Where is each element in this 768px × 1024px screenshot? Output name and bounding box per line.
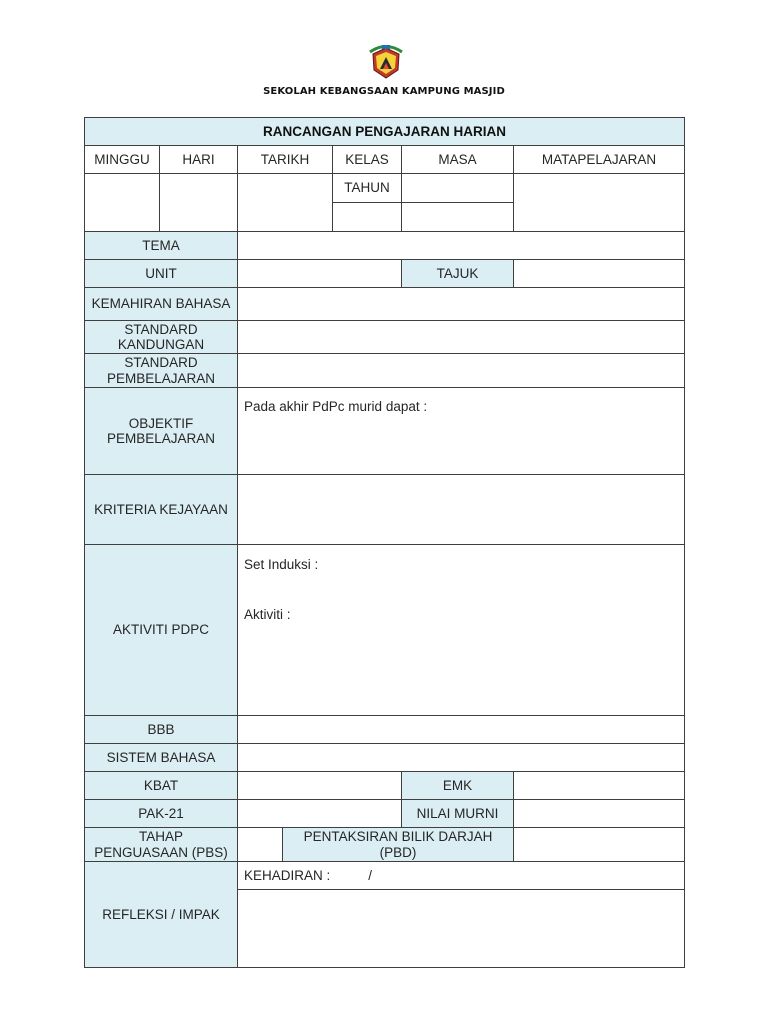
- emk-field[interactable]: [513, 771, 685, 800]
- col-kelas: KELAS: [332, 145, 402, 174]
- standard-pembelajaran-field[interactable]: [237, 353, 685, 388]
- minggu-field[interactable]: [84, 173, 160, 232]
- standard-pembelajaran-label: STANDARD PEMBELAJARAN: [84, 353, 238, 388]
- pbd-line1: PENTAKSIRAN BILIK DARJAH: [303, 829, 493, 844]
- kelas-field[interactable]: [332, 202, 402, 232]
- bbb-field[interactable]: [237, 715, 685, 744]
- pbd-line2: (PBD): [379, 844, 417, 860]
- masa-field[interactable]: [401, 173, 514, 203]
- bbb-label: BBB: [84, 715, 238, 744]
- kehadiran-separator: /: [368, 867, 373, 883]
- tahap-penguasaan-line2: PENGUASAAN (PBS): [94, 844, 228, 860]
- nilai-murni-field[interactable]: [513, 799, 685, 828]
- tema-field[interactable]: [237, 231, 685, 260]
- objektif-field[interactable]: [237, 387, 685, 475]
- col-minggu: MINGGU: [84, 145, 160, 174]
- refleksi-field[interactable]: [237, 889, 685, 968]
- tajuk-label: TAJUK: [401, 259, 514, 288]
- school-name: SEKOLAH KEBANGSAAN KAMPUNG MASJID: [263, 86, 505, 97]
- aktiviti-label: AKTIVITI PDPC: [84, 544, 238, 716]
- tahap-penguasaan-label: [84, 827, 238, 862]
- form-title: RANCANGAN PENGAJARAN HARIAN: [84, 117, 685, 146]
- standard-kandungan-label: STANDARD KANDUNGAN: [84, 320, 238, 354]
- nilai-murni-label: NILAI MURNI: [401, 799, 514, 828]
- col-tarikh: TARIKH: [237, 145, 333, 174]
- sistem-bahasa-field[interactable]: [237, 743, 685, 772]
- col-matapelajaran: MATAPELAJARAN: [513, 145, 685, 174]
- tema-label: TEMA: [84, 231, 238, 260]
- objektif-prompt: Pada akhir PdPc murid dapat :: [244, 399, 428, 414]
- kriteria-field[interactable]: [237, 474, 685, 545]
- kemahiran-bahasa-field[interactable]: [237, 287, 685, 321]
- standard-kandungan-field[interactable]: [237, 320, 685, 354]
- tahap-penguasaan-line1: TAHAP: [138, 829, 183, 844]
- tahap-penguasaan-field[interactable]: [237, 827, 283, 862]
- tajuk-field[interactable]: [513, 259, 685, 288]
- school-crest-icon: [366, 42, 406, 82]
- kemahiran-bahasa-label: KEMAHIRAN BAHASA: [84, 287, 238, 321]
- tahun-label: TAHUN: [332, 173, 402, 203]
- col-hari: HARI: [159, 145, 238, 174]
- pbd-field[interactable]: [513, 827, 685, 862]
- col-masa: MASA: [401, 145, 514, 174]
- pak21-field[interactable]: [237, 799, 402, 828]
- kbat-label: KBAT: [84, 771, 238, 800]
- pbd-label: [282, 827, 514, 862]
- unit-label: UNIT: [84, 259, 238, 288]
- set-induksi-prompt: Set Induksi :: [244, 557, 319, 572]
- kehadiran-field[interactable]: [237, 861, 685, 890]
- sistem-bahasa-label: SISTEM BAHASA: [84, 743, 238, 772]
- kbat-field[interactable]: [237, 771, 402, 800]
- refleksi-label: REFLEKSI / IMPAK: [84, 861, 238, 968]
- objektif-label: OBJEKTIF PEMBELAJARAN: [84, 387, 238, 475]
- aktiviti-prompt: Aktiviti :: [244, 606, 291, 622]
- unit-field[interactable]: [237, 259, 402, 288]
- matapelajaran-field[interactable]: [513, 173, 685, 232]
- pak21-label: PAK-21: [84, 799, 238, 828]
- kriteria-label: KRITERIA KEJAYAAN: [84, 474, 238, 545]
- hari-field[interactable]: [159, 173, 238, 232]
- tarikh-field[interactable]: [237, 173, 333, 232]
- kehadiran-prompt: KEHADIRAN :: [244, 867, 331, 883]
- aktiviti-field[interactable]: [237, 544, 685, 716]
- emk-label: EMK: [401, 771, 514, 800]
- masa-field-2[interactable]: [401, 202, 514, 232]
